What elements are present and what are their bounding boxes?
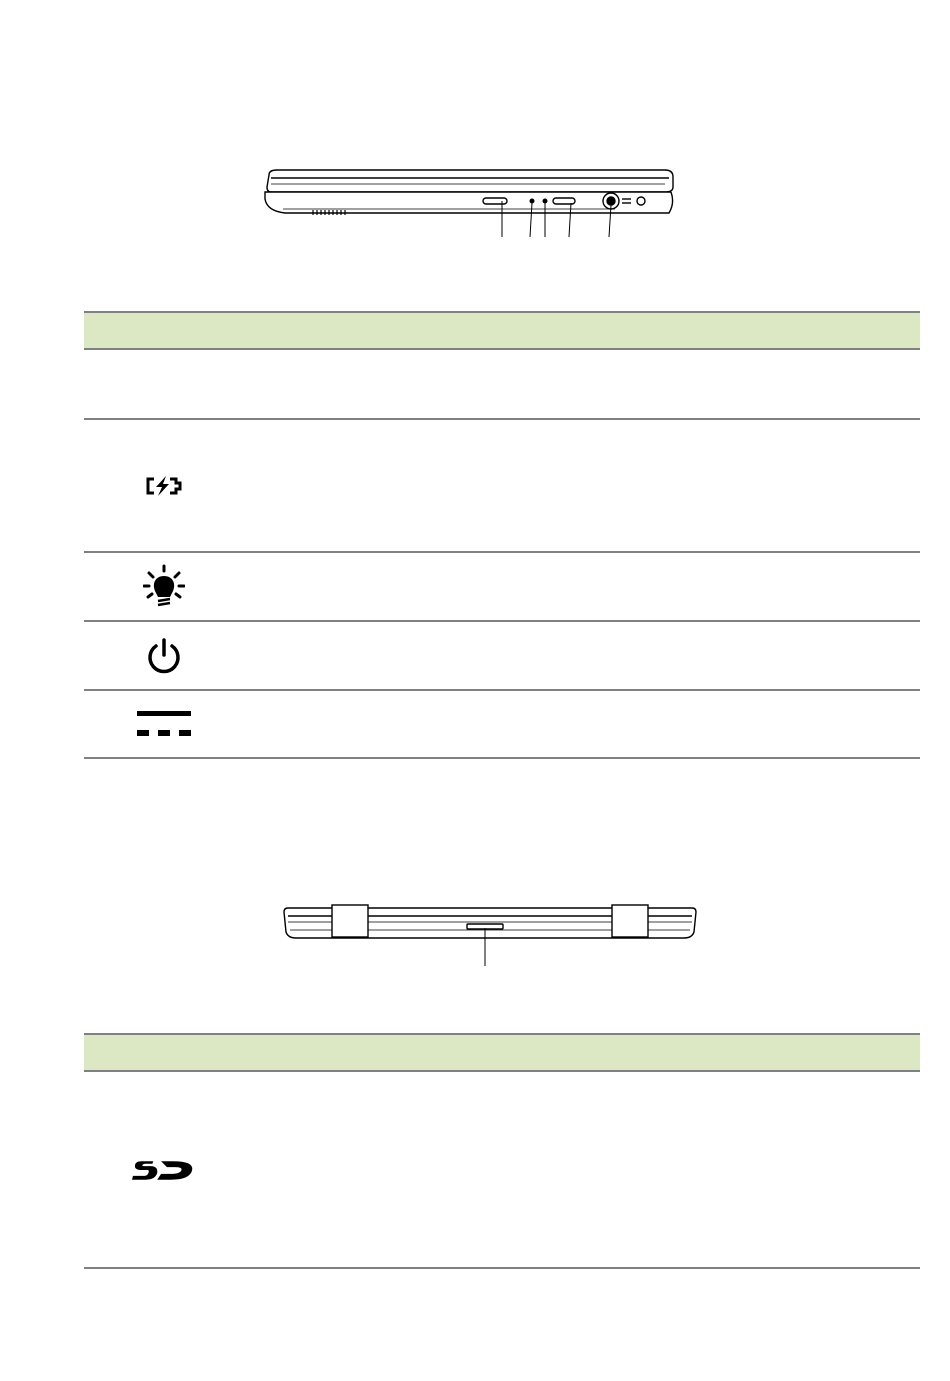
table-row	[84, 1072, 920, 1269]
table-row	[84, 622, 920, 691]
dc-in-icon	[132, 691, 196, 757]
power-led-icon	[132, 553, 196, 620]
table-row	[84, 420, 920, 553]
power-icon	[132, 622, 196, 689]
ports-table-rear	[84, 1033, 920, 1269]
table-row	[84, 350, 920, 420]
battery-charging-icon	[132, 420, 196, 551]
sd-card-icon	[132, 1072, 196, 1267]
laptop-side-view-illustration	[255, 165, 685, 240]
table-header	[84, 311, 920, 350]
laptop-rear-view-illustration	[280, 900, 700, 970]
table-row	[84, 553, 920, 622]
table-row	[84, 691, 920, 759]
table-header	[84, 1033, 920, 1072]
ports-table-side	[84, 311, 920, 759]
